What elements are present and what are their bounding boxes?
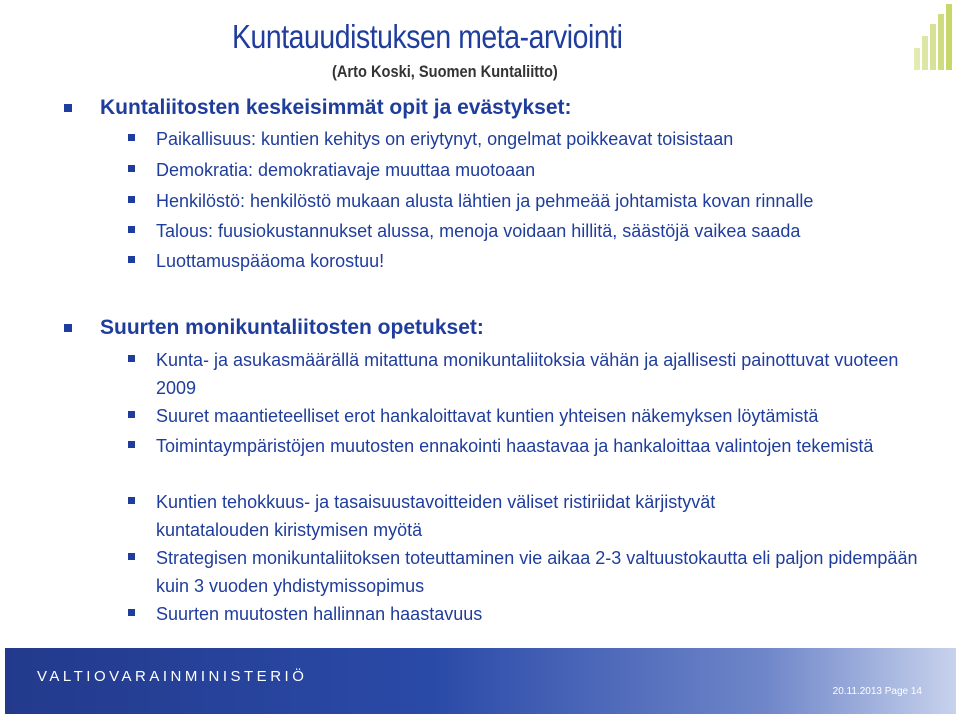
bar-logo-icon [912,4,956,70]
square-bullet-icon [128,226,135,233]
footer-page: Page 14 [884,686,922,697]
list-item: Talous: fuusiokustannukset alussa, menoja voidaan hillitä, säästöjä vaikea saada [128,217,918,245]
square-bullet-icon [64,324,72,332]
footer-meta [833,686,922,697]
square-bullet-icon [128,134,135,141]
slide-subtitle: (Arto Koski, Suomen Kuntaliitto) [332,62,558,81]
square-bullet-icon [128,165,135,172]
list-item: Kunta- ja asukasmäärällä mitattuna monikuntaliitoksia vähän ja ajallisesti painottuvat vuoteen 2009 [128,346,928,402]
square-bullet-icon [128,441,135,448]
square-bullet-icon [128,553,135,560]
footer-bar [5,648,956,714]
list-item: Kuntien tehokkuus- ja tasaisuustavoitteiden väliset ristiriidat kärjistyvät kuntatalouden kiristymisen myötä [128,488,828,544]
ministry-brand: VALTIOVARAINMINISTERIÖ [37,668,308,685]
square-bullet-icon [128,196,135,203]
footer-date: 20.11.2013 [832,686,882,697]
list-item: Suuret maantieteelliset erot hankaloittavat kuntien yhteisen näkemyksen löytämistä [128,402,928,430]
slide-title: Kuntauudistuksen meta-arviointi [232,18,623,55]
square-bullet-icon [128,411,135,418]
list-item: Strategisen monikuntaliitoksen toteuttaminen vie aikaa 2-3 valtuustokautta eli paljon pidempään kuin 3 vuoden yhdistymissopimus [128,544,928,600]
square-bullet-icon [128,256,135,263]
list-item: Henkilöstö: henkilöstö mukaan alusta lähtien ja pehmeää johtamista kovan rinnalle [128,187,918,215]
list-item: Demokratia: demokratiavaje muuttaa muotoaan [128,156,918,184]
list-item: Paikallisuus: kuntien kehitys on eriytynyt, ongelmat poikkeavat toisistaan [128,125,918,153]
list-item: Suurten muutosten hallinnan haastavuus [128,600,918,628]
list-item: Toimintaympäristöjen muutosten ennakointi haastavaa ja hankaloittaa valintojen tekemistä [128,432,908,460]
square-bullet-icon [128,609,135,616]
section-heading: Suurten monikuntaliitosten opetukset: [64,316,484,340]
square-bullet-icon [64,104,72,112]
square-bullet-icon [128,497,135,504]
section-heading: Kuntaliitosten keskeisimmät opit ja evästykset: [64,96,572,120]
square-bullet-icon [128,355,135,362]
list-item: Luottamuspääoma korostuu! [128,247,918,275]
